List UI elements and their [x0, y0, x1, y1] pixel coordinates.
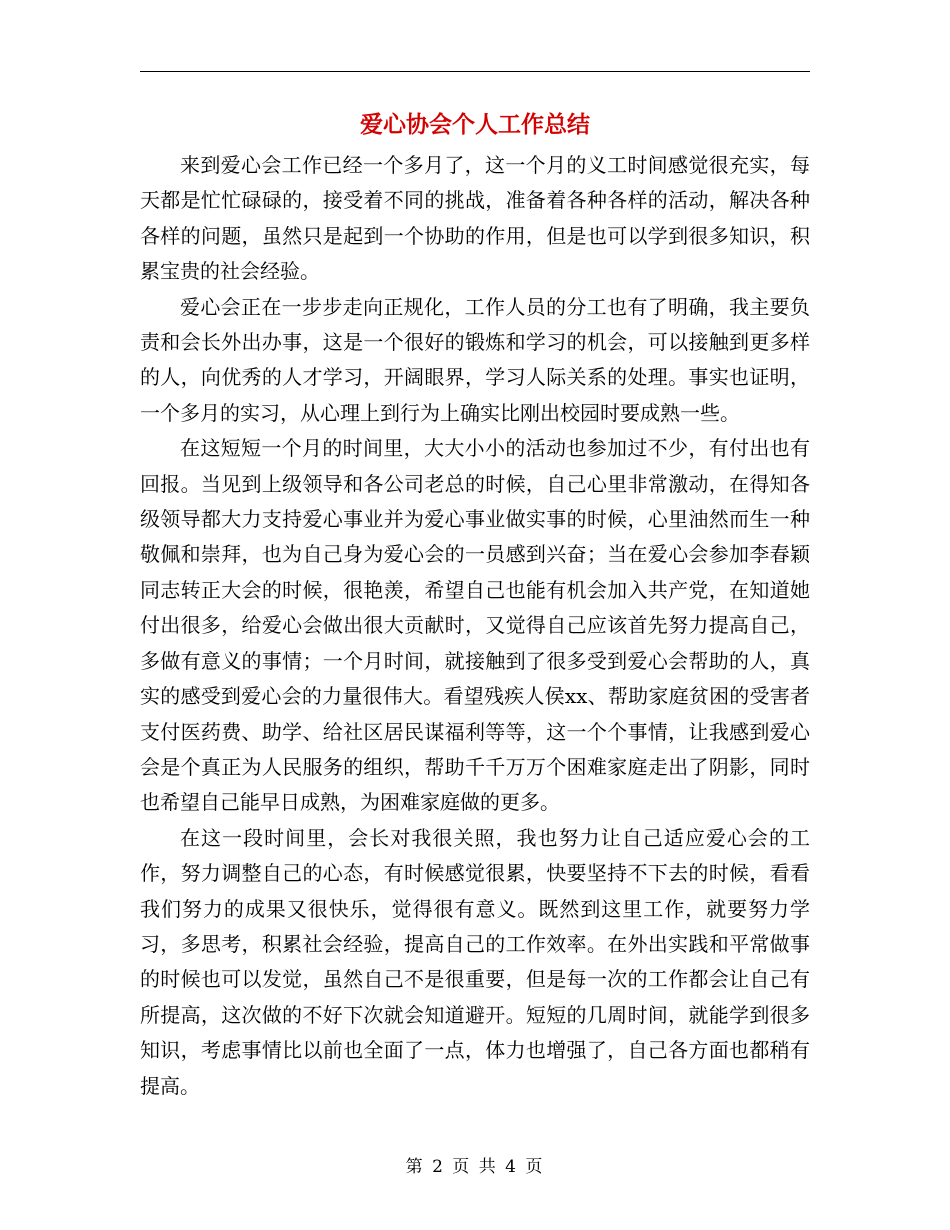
- paragraph-1: 来到爱心会工作已经一个多月了，这一个月的义工时间感觉很充实，每天都是忙忙碌碌的，接受着不同的挑战，准备着各种各样的活动，解决各种各样的问题，虽然只是起到一个协助的作用，但是也可以学到很多知识，积累宝贵的社会经验。: [140, 153, 810, 284]
- page-footer: 第 2 页 共 4 页: [405, 1157, 545, 1177]
- document-title: 爱心协会个人工作总结: [360, 111, 590, 138]
- paragraph-2: 爱心会正在一步步走向正规化，工作人员的分工也有了明确，我主要负责和会长外出办事，这是一个很好的锻炼和学习的机会，可以接触到更多样的人，向优秀的人才学习，开阔眼界，学习人际关系的处理。事实也证明，一个多月的实习，从心理上到行为上确实比刚出校园时要成熟一些。: [140, 294, 810, 425]
- paragraph-4: 在这一段时间里，会长对我很关照，我也努力让自己适应爱心会的工作，努力调整自己的心态，有时候感觉很累，快要坚持不下去的时候，看看我们努力的成果又很快乐，觉得很有意义。既然到这里工作，就要努力学习，多思考，积累社会经验，提高自己的工作效率。在外出实践和平常做事的时候也可以发觉，虽然自己不是很重要，但是每一次的工作都会让自己有所提高，这次做的不好下次就会知道避开。短短的几周时间，就能学到很多知识，考虑事情比以前也全面了一点，体力也增强了，自己各方面也都稍有提高。: [140, 825, 810, 1098]
- document-body: [140, 148, 810, 1104]
- header-rule: [140, 71, 810, 72]
- paragraph-3: 在这短短一个月的时间里，大大小小的活动也参加过不少，有付出也有回报。当见到上级领导和各公司老总的时候，自己心里非常激动，在得知各级领导都大力支持爱心事业并为爱心事业做实事的时候，心里油然而生一种敬佩和崇拜，也为自己身为爱心会的一员感到兴奋；当在爱心会参加李春颖同志转正大会的时候，很艳羡，希望自己也能有机会加入共产党，在知道她付出很多，给爱心会做出很大贡献时，又觉得自己应该首先努力提高自己，多做有意义的事情；一个月时间，就接触到了很多受到爱心会帮助的人，真实的感受到爱心会的力量很伟大。看望残疾人侯xx、帮助家庭贫困的受害者支付医药费、助学、给社区居民谋福利等等，这一个个事情，让我感到爱心会是个真正为人民服务的组织，帮助千千万万个困难家庭走出了阴影，同时也希望自己能早日成熟，为困难家庭做的更多。: [140, 436, 810, 815]
